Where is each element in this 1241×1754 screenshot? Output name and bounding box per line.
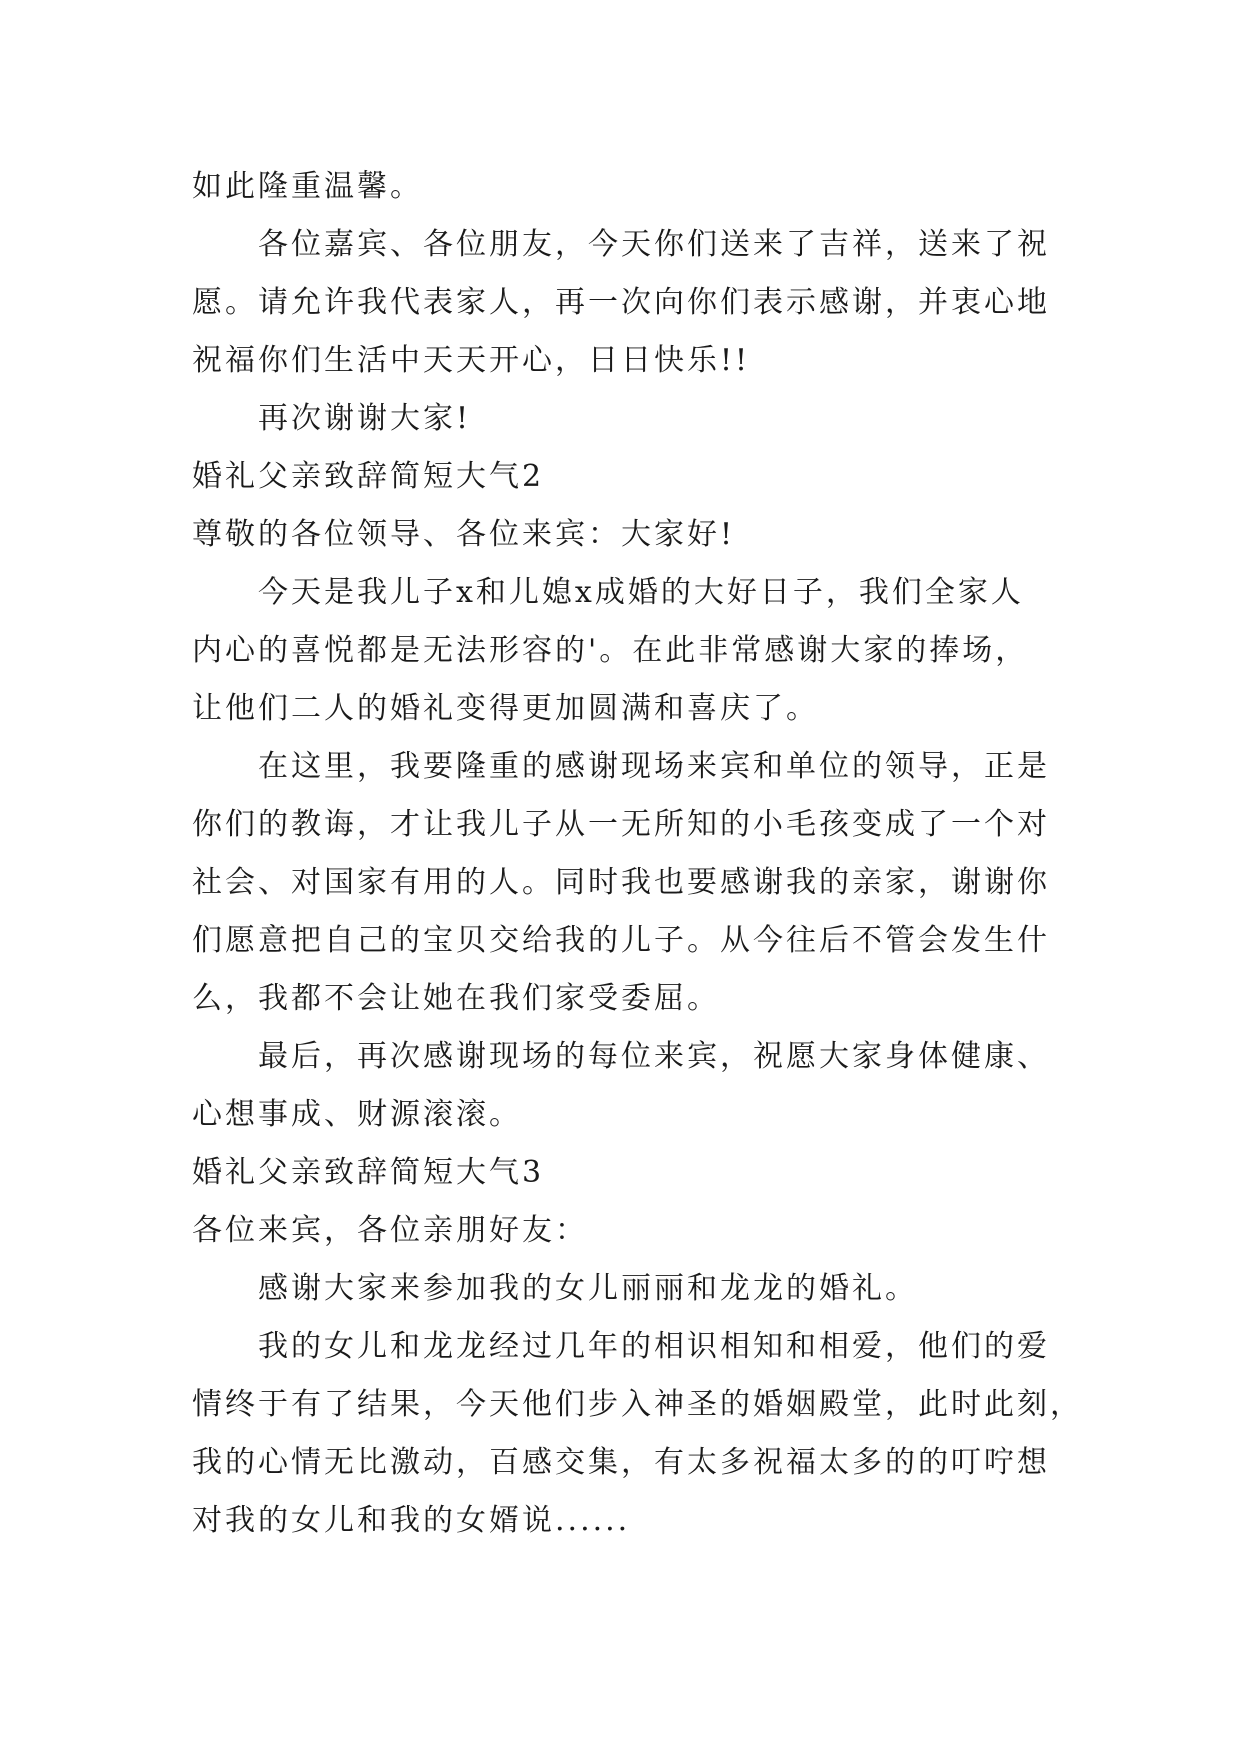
paragraph-line: 愿。请允许我代表家人，再一次向你们表示感谢，并衷心地 [192, 285, 1050, 320]
paragraph-line: 对我的女儿和我的女婿说...... [192, 1503, 631, 1538]
salutation-line: 尊敬的各位领导、各位来宾：大家好! [192, 517, 736, 552]
paragraph-line: 么，我都不会让她在我们家受委屈。 [192, 981, 720, 1016]
paragraph-line: 你们的教诲，才让我儿子从一无所知的小毛孩变成了一个对 [192, 807, 1050, 842]
paragraph-line: 我的心情无比激动，百感交集，有太多祝福太多的的叮咛想 [192, 1445, 1050, 1480]
paragraph-line: 我的女儿和龙龙经过几年的相识相知和相爱，他们的爱 [258, 1329, 1050, 1364]
paragraph-line: 各位嘉宾、各位朋友，今天你们送来了吉祥，送来了祝 [258, 227, 1050, 262]
paragraph-line: 社会、对国家有用的人。同时我也要感谢我的亲家，谢谢你 [192, 865, 1050, 900]
paragraph-line: 今天是我儿子x和儿媳x成婚的大好日子，我们全家人 [258, 575, 1024, 610]
paragraph-line: 最后，再次感谢现场的每位来宾，祝愿大家身体健康、 [258, 1039, 1050, 1074]
section-heading: 婚礼父亲致辞简短大气2 [192, 459, 545, 494]
paragraph-line: 再次谢谢大家! [258, 401, 472, 436]
paragraph-line: 让他们二人的婚礼变得更加圆满和喜庆了。 [192, 691, 819, 726]
paragraph-line: 感谢大家来参加我的女儿丽丽和龙龙的婚礼。 [258, 1271, 918, 1306]
paragraph-line: 心想事成、财源滚滚。 [192, 1097, 522, 1132]
paragraph-line: 祝福你们生活中天天开心，日日快乐!! [192, 343, 751, 378]
salutation-line: 各位来宾，各位亲朋好友： [192, 1213, 588, 1248]
paragraph-line: 内心的喜悦都是无法形容的'。在此非常感谢大家的捧场， [192, 633, 1029, 668]
paragraph-line: 如此隆重温馨。 [192, 169, 423, 204]
paragraph-line: 在这里，我要隆重的感谢现场来宾和单位的领导，正是 [258, 749, 1050, 784]
paragraph-line: 们愿意把自己的宝贝交给我的儿子。从今往后不管会发生什 [192, 923, 1050, 958]
document-page [192, 158, 1083, 1550]
section-heading: 婚礼父亲致辞简短大气3 [192, 1155, 545, 1190]
paragraph-line: 情终于有了结果，今天他们步入神圣的婚姻殿堂，此时此刻， [192, 1387, 1083, 1422]
